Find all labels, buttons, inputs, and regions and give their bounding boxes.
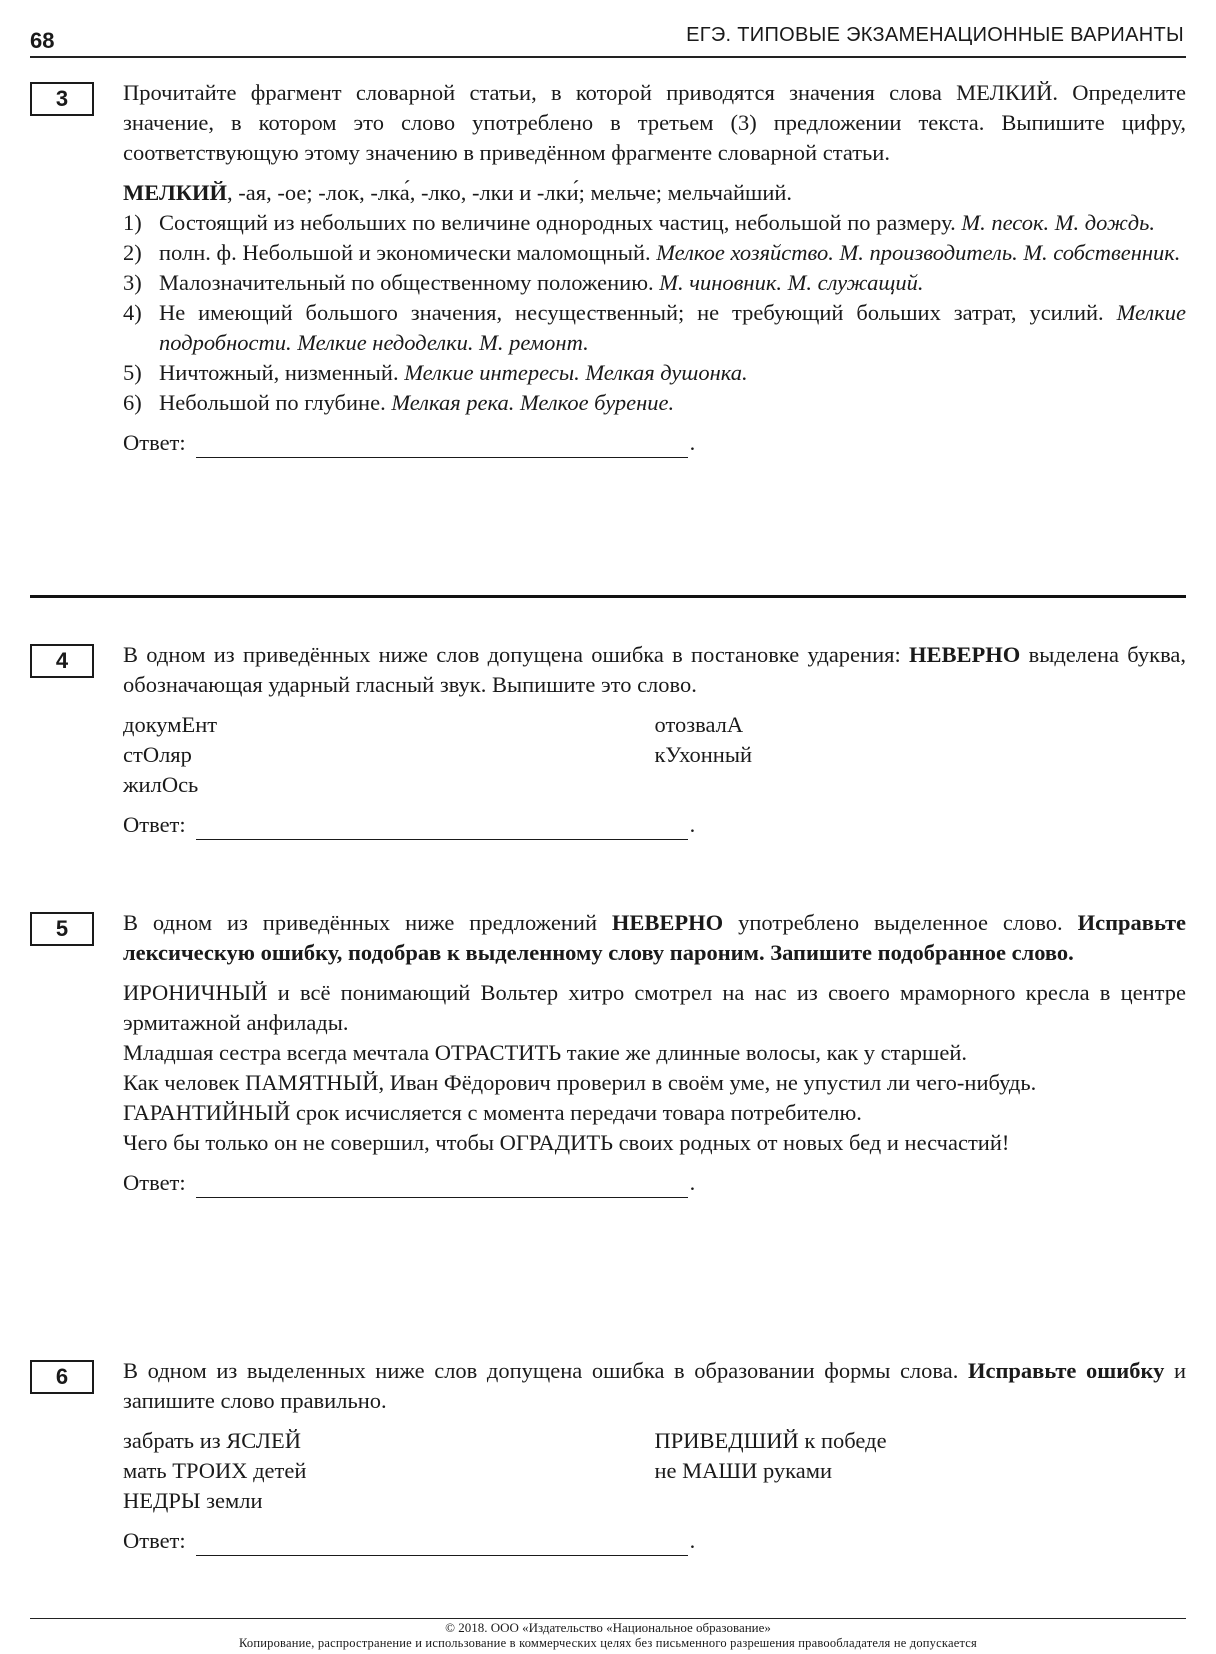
meaning-number: 1) xyxy=(123,210,142,235)
answer-line[interactable] xyxy=(196,1533,688,1556)
answer-row: Ответ: . xyxy=(123,810,1186,840)
headword-forms: , -ая, -ое; -лок, -лка́, -лко, -лки и -лки́; мельче; мельчайший. xyxy=(227,180,793,205)
running-title: ЕГЭ. ТИПОВЫЕ ЭКЗАМЕНАЦИОННЫЕ ВАРИАНТЫ xyxy=(686,24,1184,46)
sentence: ГАРАНТИЙНЫЙ срок исчисляется с момента передачи товара потребителю. xyxy=(123,1100,862,1125)
task-instruction: В одном из выделенных ниже слов допущена ошибка в образовании формы слова. Исправьте ошибку и запишите слово правильно. xyxy=(123,1358,1187,1413)
header-divider xyxy=(30,56,1186,58)
word-option: отозвалА xyxy=(654,712,744,737)
task-instruction: Прочитайте фрагмент словарной статьи, в которой приводятся значения слова МЕЛКИЙ. Определите значение, в котором это слово употреблено в третьем (3) предложении текста. Выпишите цифру, соответствующую этому значению в приведённом фрагменте словарной статьи. xyxy=(123,80,1186,165)
meaning-text: Небольшой по глубине. xyxy=(159,390,386,415)
task-6 xyxy=(30,1356,1186,1556)
task-instruction: В одном из приведённых ниже слов допущена ошибка в постановке ударения: НЕВЕРНО выделена буква, обозначающая ударный гласный звук. Выпишите это слово. xyxy=(123,642,1187,697)
meaning-item xyxy=(123,388,1186,418)
meaning-text: Малозначительный по общественному положению. xyxy=(159,270,654,295)
meaning-example: Мелкие подробности. Мелкие недоделки. М. ремонт. xyxy=(159,300,1187,355)
answer-label: Ответ: xyxy=(123,1170,186,1195)
task-4 xyxy=(30,640,1186,840)
meaning-example: М. песок. М. дождь. xyxy=(961,210,1155,235)
phrase-columns xyxy=(123,1426,1186,1516)
answer-line[interactable] xyxy=(196,817,688,840)
word-column-left xyxy=(123,710,655,800)
answer-line[interactable] xyxy=(196,435,688,458)
phrase-column-left xyxy=(123,1426,655,1516)
copyright: © 2018. ООО «Издательство «Национальное образование» xyxy=(445,1620,771,1635)
meaning-text: Ничтожный, низменный. xyxy=(159,360,399,385)
sentence: Младшая сестра всегда мечтала ОТРАСТИТЬ такие же длинные волосы, как у старшей. xyxy=(123,1040,967,1065)
meaning-example: Мелкое хозяйство. М. производитель. М. собственник. xyxy=(656,240,1181,265)
meaning-number: 3) xyxy=(123,270,142,295)
meaning-text: полн. ф. Небольшой и экономически маломощный. xyxy=(159,240,651,265)
meaning-item xyxy=(123,208,1186,238)
answer-label: Ответ: xyxy=(123,1528,186,1553)
answer-row: Ответ: . xyxy=(123,1526,1186,1556)
meaning-number: 5) xyxy=(123,360,142,385)
word-option: докумЕнт xyxy=(123,712,218,737)
sentence: Чего бы только он не совершил, чтобы ОГРАДИТЬ своих родных от новых бед и несчастий! xyxy=(123,1130,1010,1155)
task-3 xyxy=(30,78,1186,458)
task-5 xyxy=(30,908,1186,1198)
word-columns xyxy=(123,710,1186,800)
meaning-number: 6) xyxy=(123,390,142,415)
task-number-box: 6 xyxy=(30,1360,94,1394)
meaning-example: Мелкие интересы. Мелкая душонка. xyxy=(404,360,748,385)
word-option: стОляр xyxy=(123,742,192,767)
meaning-example: Мелкая река. Мелкое бурение. xyxy=(391,390,675,415)
headword: МЕЛКИЙ xyxy=(123,180,228,205)
answer-label: Ответ: xyxy=(123,430,186,455)
dictionary-meanings xyxy=(123,208,1186,418)
meaning-number: 4) xyxy=(123,300,142,325)
meaning-item xyxy=(123,268,1186,298)
word-column-right xyxy=(655,710,1187,800)
section-divider xyxy=(30,595,1186,598)
meaning-text: Состоящий из небольших по величине однородных частиц, небольшой по размеру. xyxy=(159,210,956,235)
dictionary-entry-head xyxy=(123,178,1186,208)
phrase-option: забрать из ЯСЛЕЙ xyxy=(123,1428,301,1453)
phrase-option: ПРИВЕДШИЙ к победе xyxy=(654,1428,887,1453)
phrase-option: НЕДРЫ земли xyxy=(123,1488,263,1513)
phrase-option: мать ТРОИХ детей xyxy=(123,1458,307,1483)
meaning-text: Не имеющий большого значения, несущественный; не требующий больших затрат, усилий. xyxy=(159,300,1104,325)
meaning-item xyxy=(123,238,1186,268)
page-number: 68 xyxy=(30,28,55,53)
meaning-example: М. чиновник. М. служащий. xyxy=(659,270,924,295)
sentence: Как человек ПАМЯТНЫЙ, Иван Фёдорович проверил в своём уме, не упустил ли чего-нибудь. xyxy=(123,1070,1037,1095)
meaning-item xyxy=(123,298,1186,358)
meaning-number: 2) xyxy=(123,240,142,265)
answer-row: Ответ: . xyxy=(123,428,1186,458)
copyright-notice: Копирование, распространение и использование в коммерческих целях без письменного разрешения правообладателя не допускается xyxy=(239,1636,977,1650)
word-option: жилОсь xyxy=(123,772,199,797)
meaning-item xyxy=(123,358,1186,388)
word-option: кУхонный xyxy=(654,742,752,767)
phrase-option: не МАШИ руками xyxy=(654,1458,833,1483)
footer-divider xyxy=(30,1618,1186,1619)
task-number-box: 5 xyxy=(30,912,94,946)
answer-label: Ответ: xyxy=(123,812,186,837)
sentence: ИРОНИЧНЫЙ и всё понимающий Вольтер хитро смотрел на нас из своего мраморного кресла в центре эрмитажной анфилады. xyxy=(123,980,1186,1035)
task-number-box: 4 xyxy=(30,644,94,678)
phrase-column-right xyxy=(655,1426,1187,1516)
answer-row: Ответ: . xyxy=(123,1168,1186,1198)
task-instruction: В одном из приведённых ниже предложений НЕВЕРНО употреблено выделенное слово. Исправьте лексическую ошибку, подобрав к выделенному слову пароним. Запишите подобранное слово. xyxy=(123,910,1187,965)
answer-line[interactable] xyxy=(196,1175,688,1198)
sentence-list xyxy=(123,978,1186,1158)
task-number-box: 3 xyxy=(30,82,94,116)
